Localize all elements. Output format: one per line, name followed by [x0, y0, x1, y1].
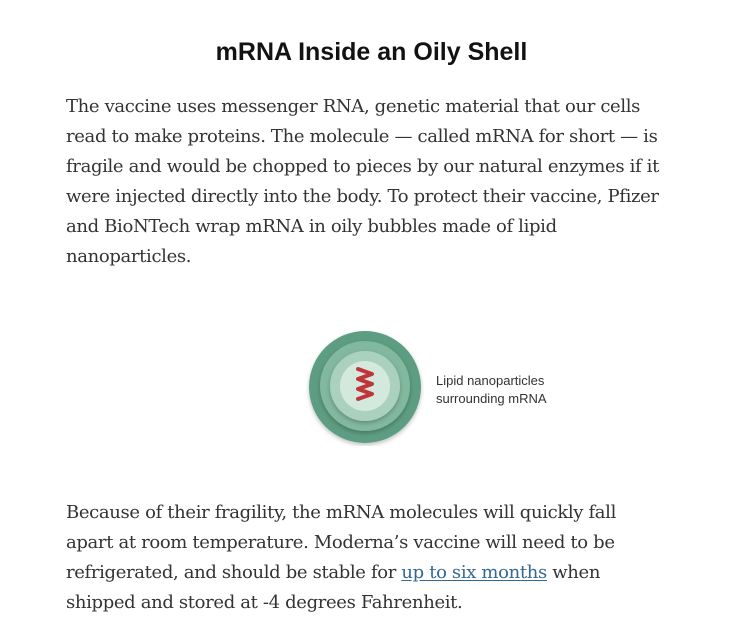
paragraph-line: Because of their fragility, the mRNA molecules will quickly fall: [66, 502, 616, 523]
paragraph-line: shipped and stored at -4 degrees Fahrenheit.: [66, 592, 463, 613]
figure-caption: [436, 372, 547, 408]
paragraph-line: read to make proteins. The molecule — called mRNA for short — is: [66, 126, 658, 147]
paragraph-line: fragile and would be chopped to pieces by our natural enzymes if it: [66, 156, 659, 177]
storage-paragraph: [66, 498, 666, 618]
paragraph-text: when: [546, 562, 601, 583]
six-months-link[interactable]: up to six months: [401, 562, 547, 583]
paragraph-line: [66, 558, 666, 588]
paragraph-text: refrigerated, and should be stable for: [66, 562, 402, 583]
paragraph-line: The vaccine uses messenger RNA, genetic material that our cells: [66, 96, 641, 117]
caption-line: Lipid nanoparticles: [436, 373, 545, 388]
article-headline: mRNA Inside an Oily Shell: [215, 38, 528, 66]
paragraph-line: and BioNTech wrap mRNA in oily bubbles made of lipid: [66, 216, 557, 237]
caption-line: surrounding mRNA: [436, 391, 547, 406]
paragraph-line: were injected directly into the body. To protect their vaccine, Pfizer: [66, 186, 659, 207]
lipid-nanoparticle-icon: [306, 328, 424, 446]
nanoparticle-figure: [300, 328, 600, 458]
intro-paragraph: [66, 92, 666, 272]
paragraph-line: apart at room temperature. Moderna’s vaccine will need to be: [66, 532, 615, 553]
paragraph-line: nanoparticles.: [66, 246, 192, 267]
